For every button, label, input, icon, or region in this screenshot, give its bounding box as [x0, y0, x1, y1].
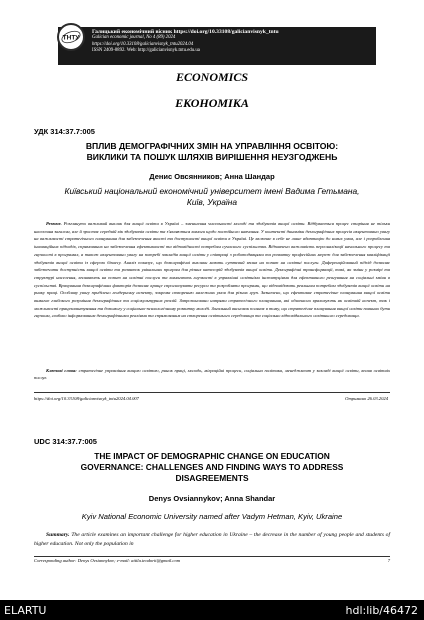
affiliation-line: Київський національний економічний університет імені Вадима Гетьмана,	[64, 186, 360, 196]
section-title-english: ECONOMICS	[175, 70, 249, 84]
keywords-text: стратегічне управління вищою освітою, ринок праці, молодь, міграційні процеси, соціальна політика, менеджмент у закладі вищої освіти, вплив освітніх послуг.	[34, 368, 390, 381]
authors-english: Denys Ovsiannykov; Anna Shandar	[148, 494, 276, 503]
affiliation-line: Київ, Україна	[186, 196, 238, 207]
journal-header-line3: https://doi.org/10.33108/galicianvisnyk_tntu2024.04	[92, 41, 194, 47]
authors-ukrainian: Денис Овсянников; Анна Шандар	[149, 172, 275, 181]
journal-header-line2: Galician economic journal, No 4 (89) 2024	[92, 35, 176, 41]
viewer-bottom-bar	[0, 600, 424, 620]
title-line: ВИКЛИКИ ТА ПОШУК ШЛЯХІВ ВИРІШЕННЯ НЕУЗГОДЖЕНЬ	[86, 152, 338, 162]
university-logo	[57, 23, 85, 51]
udc-code-ukrainian: УДК 314:37.7:005	[34, 127, 95, 136]
divider	[34, 392, 390, 393]
title-line: DISAGREEMENTS	[175, 473, 249, 483]
page-footer	[34, 558, 390, 563]
title-line: THE IMPACT OF DEMOGRAPHIC CHANGE ON EDUCATION	[94, 451, 330, 461]
abstract-text: Розглянуто важливий виклик для вищої освіти в Україні – зменшення чисельності молоді та здобувачів вищої освіти. Відбувається процес старіння не тільки населення загалом, але й зростає середній вік здобувачів освіти та з'являються вимоги щодо постійного навчання. У контексті динаміки демографічних процесів акцентовано увагу на важливості стратегічного планування для забезпечення якості та доступності вищої освіти в Україні. Це включає в себе не лише адаптацію до нових умов, але і розроблення інноваційних підходів, спрямованих на забезпечення ефективності та відповідності потребам сучасного суспільства. Відзначено важливість персоналізації начального процесу та гнучкості в програмах, а також акцентовано увагу на потребі закладів вищої освіти у співпраці з роботодавцями та розвитку професійних мереж для забезпечення кваліфікації здобувачів вищої освіти із сферою бізнесу. Аналіз показує, що демографічні виклики мають суттєвий вплив на попит на освітні послуги. Диференційований підхід дозволяє забезпечити доступність вищої освіти та розвиток унікальних програм для різних категорій здобувачів вищої освіти. Демографічні трансформації, такі, як зміни у розмірі та структурі населення, впливають на попит на освітні послуги та вимагають гнучкості в управлінні освітніми інституціями для ефективного реагування на соціальні зміни в суспільстві. Врахування демографічних факторів дозволяє краще спрогнозувати ресурси та розробляти програми, що відповідають реальним потребам здобувачів вищої освіти на ринку праці. Особливу увагу приділено гендерному аспекту, зокрема створенню належних умов для різних груп. Зазначено, що ефективне стратегічне планування вищої освіти вимагає глибокого розуміння демографічних та соціокультурних реалій. Запропоновано напрями стратегічного планування, які одночасно враховують як освітній аспект, так і можливості працевлаштування та допомогу у соціально-психологічному розвитку молоді. Загальний висновок полягає в тому, що стратегічне планування вищої освіти повинно бути гнучким, глибоко інформованим демографічними реаліями та спрямованим на створення освітнього середовища та соціально відповідального освітнього середовища.	[34, 221, 390, 319]
logo-lettering: ТНТУ	[62, 34, 80, 42]
summary-label: Summary.	[46, 532, 70, 538]
footer-divider	[34, 556, 390, 557]
journal-header-line1: Галицький економічний вісник https://doi.org/10.33108/galicianvisnyk_tntu	[92, 29, 279, 35]
article-title-ukrainian	[20, 141, 404, 163]
summary-text: The article examines an important challenge for higher education in Ukraine – the decrease in the number of young people and students of higher education. Not only the population in	[34, 532, 390, 547]
title-line: GOVERNANCE: CHALLENGES AND FINDING WAYS TO ADDRESS	[80, 462, 344, 472]
affiliation-ukrainian	[30, 186, 394, 207]
abstract-label: Резюме.	[46, 221, 62, 226]
section-title-ukrainian: ЕКОНОМІКА	[175, 96, 249, 110]
keywords-label: Ключові слова:	[46, 368, 77, 373]
repository-name: ELARTU	[4, 604, 47, 617]
journal-header	[58, 27, 376, 65]
received-date: Отримано 26.03.2024	[345, 396, 388, 401]
summary-english	[34, 531, 390, 548]
title-line: ВПЛИВ ДЕМОГРАФІЧНИХ ЗМІН НА УПРАВЛІННЯ ОСВІТОЮ:	[85, 141, 339, 151]
udc-code-english: UDC 314:37.7:005	[34, 437, 97, 446]
handle-link[interactable]: hdl:lib/46472	[345, 604, 418, 617]
journal-header-line4: ISSN 2409-8892. Web: http://galicianvisnyk.tntu.edu.ua	[92, 47, 200, 53]
article-title-english	[20, 451, 404, 484]
abstract-ukrainian	[34, 220, 390, 366]
doi-link[interactable]: https://doi.org/10.33108/galicianvisnyk_tntu2024.04.007	[34, 396, 139, 401]
keywords-ukrainian	[34, 367, 390, 383]
corresponding-author: Corresponding author: Denys Ovsiannykov; e-mail: attila.teodorit@gmail.com	[34, 558, 181, 563]
affiliation-english: Kyiv National Economic University named after Vadym Hetman, Kyiv, Ukraine	[81, 512, 343, 521]
page-number: 7	[387, 558, 390, 563]
